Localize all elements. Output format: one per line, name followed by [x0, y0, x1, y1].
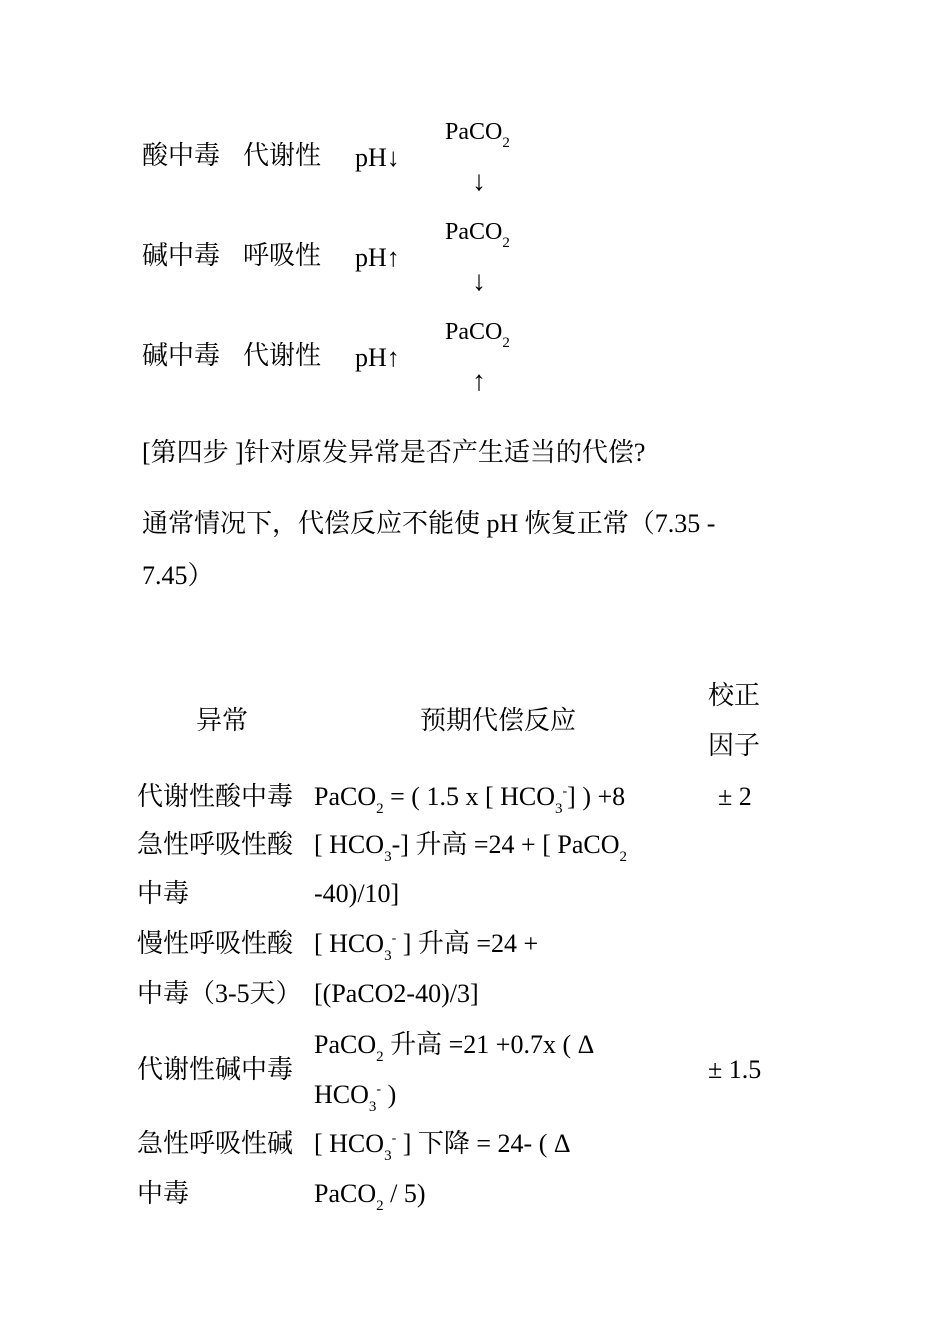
row-type: 碱中毒 — [142, 241, 221, 270]
ph-arrow-icon: ↑ — [386, 343, 400, 372]
abnormality-cell: 中毒 — [137, 1179, 190, 1208]
abnormality-cell: 中毒（3-5天） — [137, 979, 302, 1008]
step4-heading: [第四步 ]针对原发异常是否产生适当的代偿? — [142, 438, 646, 467]
paco2-arrow-icon: ↓ — [472, 266, 486, 297]
paco2-label: PaCO$_2$ — [445, 119, 510, 151]
abnormality-cell: 代谢性碱中毒 — [137, 1055, 294, 1084]
row-type: 碱中毒 — [142, 341, 221, 370]
ph-label: pH↑ — [355, 343, 400, 372]
table-header-expected-compensation: 预期代偿反应 — [420, 706, 577, 735]
row-kind: 代谢性 — [243, 341, 322, 370]
correction-factor-cell: ± 1.5 — [708, 1055, 762, 1084]
formula-cell: [ $HCO_3-$] 升高 =24 + [ PaCO$_2$ — [314, 830, 627, 865]
ph-label: pH↑ — [355, 243, 400, 272]
formula-cell: PaCO$_2$ = ( 1.5 x [ $HCO_3^-$] ) +8 — [314, 782, 626, 817]
paco2-label: PaCO$_2$ — [445, 319, 510, 351]
table-header-abnormality: 异常 — [196, 706, 249, 735]
formula-cell: PaCO$_2$ / 5) — [314, 1179, 426, 1214]
correction-factor-cell: ± 2 — [718, 782, 752, 811]
formula-cell: PaCO$_2$ 升高 =21 +0.7x ( Δ — [314, 1030, 595, 1065]
ph-label: pH↓ — [355, 143, 400, 172]
formula-cell: -40)/10] — [314, 879, 400, 908]
formula-cell: [ $HCO_3^-$ ] 下降 = 24- ( Δ — [314, 1129, 571, 1164]
table-header-correction-factor: 校正 — [708, 681, 761, 710]
abnormality-cell: 中毒 — [137, 879, 190, 908]
paragraph-line: 7.45） — [142, 561, 214, 590]
abnormality-cell: 急性呼吸性碱 — [137, 1129, 294, 1158]
abnormality-cell: 急性呼吸性酸 — [137, 830, 294, 859]
row-kind: 代谢性 — [243, 141, 322, 170]
row-type: 酸中毒 — [142, 141, 221, 170]
paco2-label: PaCO$_2$ — [445, 219, 510, 251]
ph-arrow-icon: ↑ — [386, 243, 400, 272]
table-header-correction-factor: 因子 — [708, 731, 761, 760]
ph-arrow-icon: ↓ — [386, 143, 400, 172]
formula-cell: [(PaCO2-40)/3] — [314, 979, 479, 1008]
formula-cell: [ $HCO_3^-$ ] 升高 =24 + — [314, 929, 539, 964]
row-kind: 呼吸性 — [243, 241, 322, 270]
formula-cell: $HCO_3^-$ ) — [314, 1080, 397, 1115]
abnormality-cell: 代谢性酸中毒 — [137, 782, 294, 811]
abnormality-cell: 慢性呼吸性酸 — [137, 929, 294, 958]
paragraph-line: 通常情况下，代偿反应不能使 pH 恢复正常（7.35 - — [142, 509, 716, 538]
paco2-arrow-icon: ↓ — [472, 166, 486, 197]
paco2-arrow-icon: ↑ — [472, 366, 486, 397]
